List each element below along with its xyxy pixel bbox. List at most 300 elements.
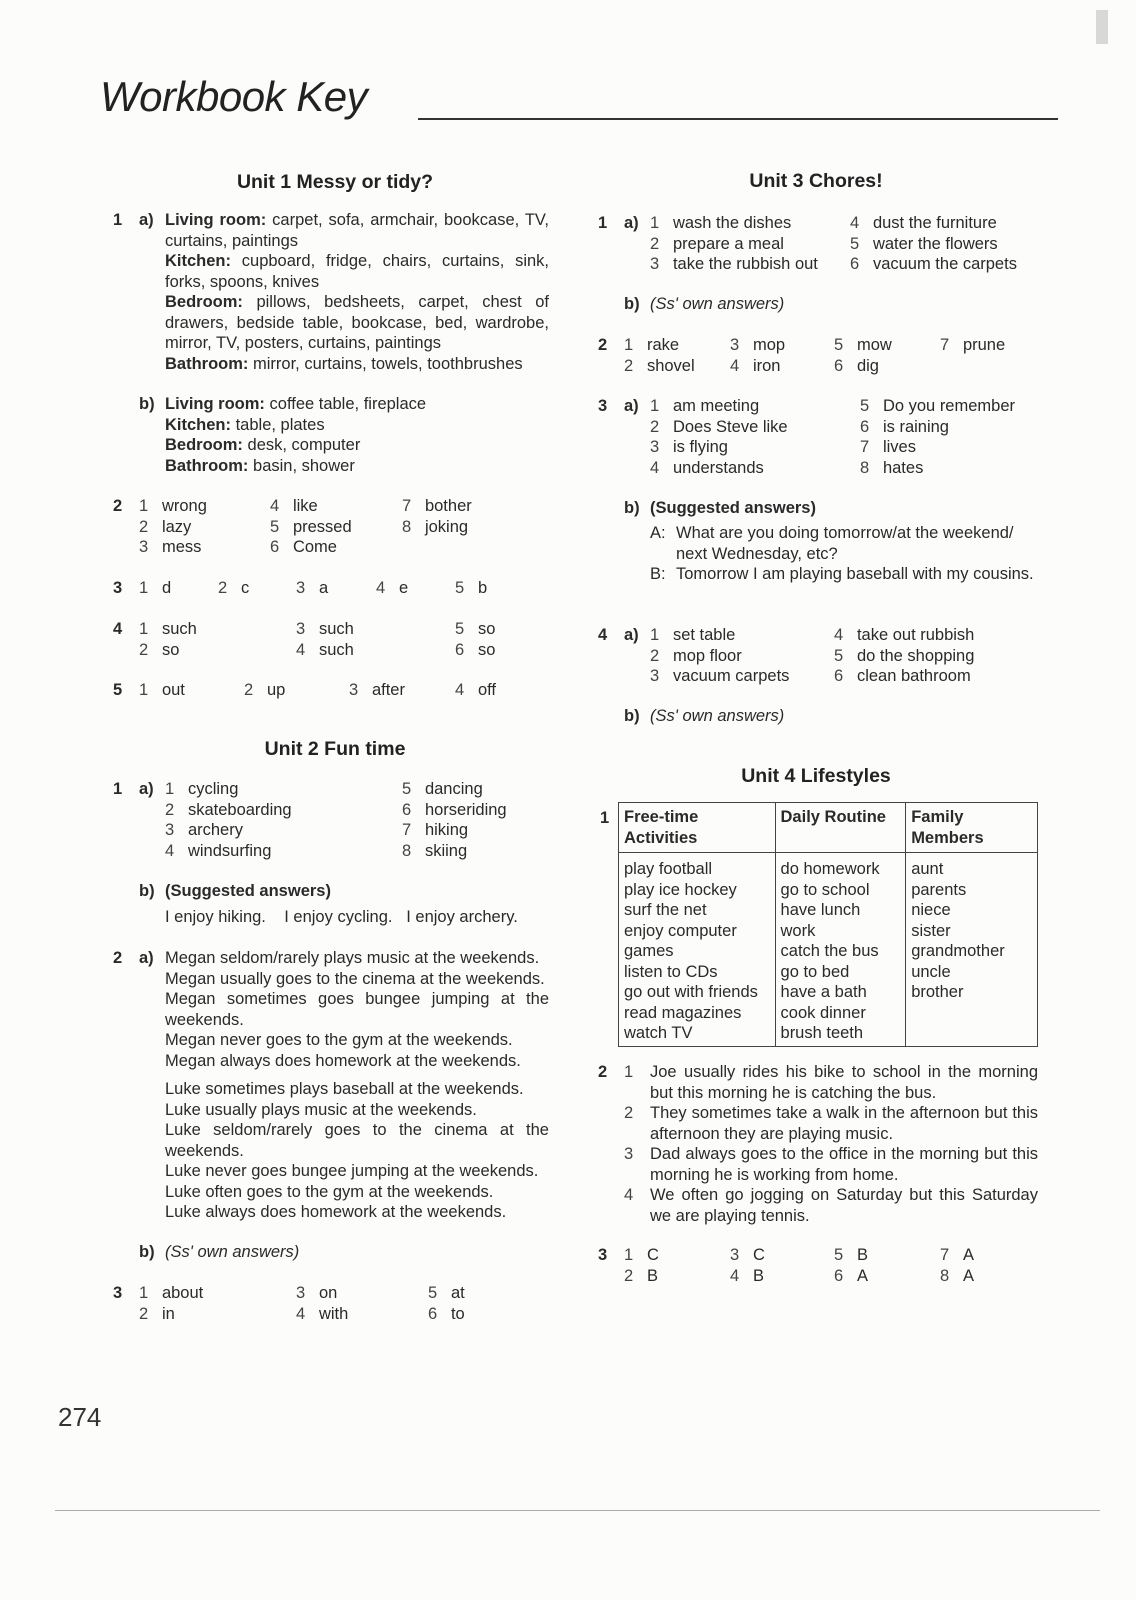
item-number: 6 [860,417,870,436]
table-cell-item: catch the bus [780,942,879,960]
item-number: 4 [376,579,386,597]
item-answer: B [646,1266,658,1285]
u1-ex5-item [349,680,405,701]
u3-ex4-number: 4 [598,626,608,644]
table-cell-item: enjoy computer games [624,921,737,960]
item-answer: so [161,640,180,659]
u1-ex1a-answers [165,210,549,374]
item-answer: A [962,1266,974,1285]
item-number: 7 [402,821,412,839]
item-number: 5 [834,1246,844,1264]
item-number: 5 [834,646,844,665]
u3-ex4b-note: (Ss' own answers) [650,707,785,725]
item-number: 1 [624,1063,634,1081]
answer-sentence: Megan seldom/rarely plays music at the weekends. [165,949,540,967]
item-number: 1 [139,579,149,597]
item-answer: C [646,1246,659,1264]
u3-ex1b-label: b) [624,295,640,313]
item-number: 4 [296,1304,306,1323]
item-number: 6 [850,255,860,273]
item-number: 6 [834,1266,844,1285]
item-answer: vacuum the carpets [872,255,1017,273]
item-number: 4 [624,1186,634,1204]
u3-ex1a-label: a) [624,214,639,232]
item-answer: wrong [161,497,207,515]
u3-ex3b-dialogue [650,523,1038,585]
table-cell-item: parents [911,880,967,899]
item-answer: am meeting [672,397,760,415]
item-number: 2 [624,1104,634,1122]
item-number: 7 [940,1246,950,1264]
title-underline [418,118,1058,120]
speaker-label: A: [650,524,666,542]
item-answer: b [477,579,488,597]
u1-ex5-item [455,680,496,701]
item-answer: dancing [424,780,483,798]
u1-ex3-item [139,578,171,599]
u1-ex3-item [218,578,249,599]
u2-ex3-col3 [428,1283,465,1324]
speaker-label: B: [650,565,666,583]
item-answer: mop [752,336,786,354]
item-answer: off [477,681,496,699]
table-cell-item: do homework [780,860,880,878]
u1-ex2-col2 [270,496,352,558]
room-label: Bedroom: [165,293,243,311]
item-answer: in [161,1304,175,1323]
u4-ex3-number: 3 [598,1246,608,1264]
item-answer: Do you remember [882,397,1016,415]
u3-ex4a-col2 [834,625,974,687]
item-answer: a [318,579,329,597]
item-answer: A [856,1266,868,1285]
item-number: 4 [165,841,175,860]
u2-ex1-number: 1 [113,780,123,798]
item-number: 6 [834,667,844,685]
item-answer: c [240,579,250,597]
item-answer: We often go jogging on Saturday but this Saturday we are playing tennis. [650,1186,1038,1225]
table-cell-item: watch TV [624,1024,693,1042]
answer-sentence: I enjoy hiking. [165,908,266,926]
lifestyles-table [618,802,1038,1047]
answer-sentence: Luke often goes to the gym at the weekends. [165,1182,494,1201]
u2-ex1a-col1 [165,779,292,861]
table-cell-item: play football [624,860,713,878]
u4-ex1-number: 1 [600,809,610,827]
room-items: carpet, sofa, armchair, bookcase, TV, curtains, paintings [165,211,549,250]
item-answer: dig [856,356,879,375]
item-number: 3 [730,1246,740,1264]
item-number: 8 [402,517,412,536]
item-number: 2 [624,356,634,375]
item-number: 4 [730,1266,740,1285]
u1-ex3-item [376,578,408,599]
item-number: 3 [296,620,306,638]
item-answer: B [856,1246,868,1264]
item-answer: to [450,1304,465,1323]
room-items: table, plates [235,415,325,434]
item-answer: about [161,1284,204,1302]
item-number: 3 [296,579,306,597]
item-answer: pressed [292,517,352,536]
answer-sentence: Luke usually plays music at the weekends. [165,1100,477,1119]
item-answer: take out rubbish [856,626,975,644]
item-answer: shovel [646,356,695,375]
item-answer: lives [882,438,916,456]
u3-ex3b-label: b) [624,499,640,517]
item-number: 5 [834,336,844,354]
item-answer: lazy [161,517,192,536]
item-number: 2 [624,1266,634,1285]
u1-ex2-col1 [139,496,207,558]
item-number: 1 [650,214,660,232]
item-number: 5 [402,780,412,798]
table-cell-item: brother [911,983,964,1001]
item-number: 4 [455,681,465,699]
item-answer: up [266,681,286,699]
item-answer: do the shopping [856,646,975,665]
u3-ex3b-note: (Suggested answers) [650,499,816,517]
u4-ex3-col1 [624,1245,659,1286]
item-number: 6 [402,800,412,819]
u2-ex2a-megan [165,948,549,1071]
table-cell-item: cook dinner [780,1003,866,1022]
u1-ex4-number: 4 [113,620,123,638]
u1-ex3-item [455,578,487,599]
item-answer: vacuum carpets [672,667,790,685]
item-number: 2 [218,579,228,597]
u1-ex5-item [139,680,185,701]
table-cell-item: grandmother [911,942,1005,960]
item-answer: archery [187,821,243,839]
item-answer: cycling [187,780,239,798]
item-number: 4 [834,626,844,644]
table-cell-item: niece [911,901,951,919]
table-cell-item: sister [911,921,951,940]
unit4-heading: Unit 4 Lifestyles [741,765,891,787]
u2-ex3-number: 3 [113,1284,123,1302]
u1-ex1b-label: b) [139,395,155,413]
column-header: Daily Routine [775,803,906,853]
item-answer: is raining [882,417,949,436]
item-answer: is flying [672,438,728,456]
item-answer: Come [292,538,337,556]
item-answer: skiing [424,841,468,860]
item-answer: Does Steve like [672,417,788,436]
u3-ex4a-label: a) [624,626,639,644]
table-cell-item: play ice hockey [624,880,737,899]
u1-ex5-item [244,680,285,701]
room-label: Kitchen: [165,252,231,270]
item-number: 1 [139,681,149,699]
u4-ex2-answers [624,1062,1038,1226]
footer-rule [55,1510,1100,1511]
item-answer: prune [962,336,1006,354]
table-header-row [619,803,1038,853]
item-number: 2 [139,517,149,536]
room-items: pillows, bedsheets, carpet, chest of drawers, bedside table, bookcase, bed, wardrobe, mirror, TV, posters, curtains, paintings [165,293,549,352]
item-answer: out [161,681,185,699]
u4-ex3-col2 [730,1245,765,1286]
item-number: 3 [296,1284,306,1302]
item-number: 2 [139,1304,149,1323]
item-answer: skateboarding [187,800,292,819]
room-label: Bathroom: [165,456,249,475]
table-cell-item: read magazines [624,1003,742,1022]
answer-sentence: Luke sometimes plays baseball at the weekends. [165,1080,524,1098]
u2-ex2b-label: b) [139,1243,155,1261]
item-answer: prepare a meal [672,234,784,253]
u2-ex3-col1 [139,1283,203,1324]
u1-ex4-col3 [455,619,495,660]
table-cell-item: go out with friends [624,983,758,1001]
answer-sentence: I enjoy archery. [406,908,518,926]
item-answer: A [962,1246,974,1264]
item-number: 5 [428,1284,438,1302]
table-cell-item: go to bed [780,962,850,981]
u1-ex1a-label: a) [139,211,154,229]
item-number: 6 [428,1304,438,1323]
item-number: 6 [270,538,280,556]
item-answer: such [318,640,354,659]
u3-ex1a-col2 [850,213,1017,275]
item-answer: on [318,1284,338,1302]
u1-ex2-number: 2 [113,497,123,515]
item-answer: clean bathroom [856,667,971,685]
u4-ex2-number: 2 [598,1063,608,1081]
item-answer: water the flowers [872,234,998,253]
item-number: 1 [650,626,660,644]
dialogue-line: What are you doing tomorrow/at the weekend/ next Wednesday, etc? [676,524,1014,563]
u2-ex1b-note: (Suggested answers) [165,882,331,900]
u2-ex1a-col2 [402,779,507,861]
table-cell-item: go to school [780,880,870,899]
item-number: 4 [730,356,740,375]
item-answer: at [450,1284,465,1302]
page-number: 274 [58,1402,102,1432]
u1-ex3-item [296,578,328,599]
item-number: 2 [650,646,660,665]
u2-ex3-col2 [296,1283,348,1324]
item-answer: hiking [424,821,469,839]
u3-ex3a-col1 [650,396,788,478]
item-answer: with [318,1304,349,1323]
table-body-row [619,853,1038,1047]
item-answer: windsurfing [187,841,272,860]
item-answer: Joe usually rides his bike to school in the morning but this morning he is catching the bus. [650,1063,1038,1102]
u3-ex1a-col1 [650,213,818,275]
u3-ex2-col2 [730,335,785,376]
u3-ex1-number: 1 [598,214,608,232]
room-items: basin, shower [253,456,355,475]
item-number: 1 [624,1246,634,1264]
item-answer: after [371,681,405,699]
answer-sentence: Megan never goes to the gym at the weekends. [165,1031,513,1049]
item-number: 1 [139,620,149,638]
item-number: 1 [650,397,660,415]
free-time-column [619,853,776,1047]
item-answer: wash the dishes [672,214,792,232]
item-number: 2 [650,417,660,436]
item-answer: understands [672,458,764,477]
u4-ex3-col4 [940,1245,974,1286]
table-cell-item: uncle [911,962,951,981]
item-number: 2 [244,681,254,699]
room-items: desk, computer [247,436,361,454]
dialogue-line: Tomorrow I am playing baseball with my cousins. [676,565,1034,583]
page-edge-shadow [1096,10,1108,44]
item-answer: bother [424,497,472,515]
item-answer: so [477,620,496,638]
item-number: 3 [139,538,149,556]
item-answer: such [318,620,354,638]
u3-ex1b-note: (Ss' own answers) [650,295,785,313]
column-header: Free-time Activities [619,803,776,853]
item-number: 6 [455,640,465,659]
room-label: Bathroom: [165,354,249,373]
room-label: Living room: [165,211,267,229]
unit2-heading: Unit 2 Fun time [264,738,406,760]
item-number: 8 [860,458,870,477]
item-answer: joking [424,517,469,536]
item-number: 4 [850,214,860,232]
unit3-heading: Unit 3 Chores! [749,170,883,192]
item-number: 2 [165,800,175,819]
u3-ex3-number: 3 [598,397,608,415]
item-number: 2 [650,234,660,253]
u2-ex1a-label: a) [139,780,154,798]
u3-ex3a-label: a) [624,397,639,415]
u3-ex2-number: 2 [598,336,608,354]
item-number: 5 [455,620,465,638]
item-number: 4 [270,497,280,515]
u3-ex2-col4 [940,335,1005,356]
item-number: 7 [402,497,412,515]
item-number: 5 [850,234,860,253]
u3-ex3a-col2 [860,396,1015,478]
item-number: 5 [270,517,280,536]
u1-ex1-number: 1 [113,211,123,229]
item-answer: mop floor [672,646,742,665]
item-number: 8 [940,1266,950,1285]
room-label: Living room: [165,395,265,413]
item-number: 3 [165,821,175,839]
room-items: cupboard, fridge, chairs, curtains, sink, forks, spoons, knives [165,252,549,291]
item-number: 7 [860,438,870,456]
item-answer: hates [882,458,924,477]
daily-routine-column [775,853,906,1047]
u3-ex2-col1 [624,335,695,376]
answer-sentence: Luke always does homework at the weekends. [165,1203,507,1221]
column-header: Family Members [906,803,1038,853]
table-cell-item: have a bath [780,983,867,1001]
item-answer: take the rubbish out [672,255,818,273]
item-number: 3 [650,438,660,456]
unit1-heading: Unit 1 Messy or tidy? [236,171,434,193]
u1-ex4-col2 [296,619,354,660]
item-answer: mow [856,336,892,354]
item-number: 5 [860,397,870,415]
item-number: 3 [730,336,740,354]
item-answer: e [398,579,409,597]
u1-ex4-col1 [139,619,197,660]
answer-sentence: Luke never goes bungee jumping at the weekends. [165,1162,539,1180]
item-answer: horseriding [424,800,507,819]
u3-ex4a-col1 [650,625,789,687]
item-number: 1 [139,497,149,515]
page-title: Workbook Key [100,73,368,120]
u3-ex4b-label: b) [624,707,640,725]
item-answer: B [752,1266,764,1285]
room-items: coffee table, fireplace [269,395,427,413]
room-label: Kitchen: [165,415,231,434]
item-number: 8 [402,841,412,860]
u1-ex5-number: 5 [113,681,123,699]
u2-ex2a-label: a) [139,949,154,967]
family-members-column [906,853,1038,1047]
item-number: 3 [624,1145,634,1163]
u1-ex1b-answers [165,394,549,476]
u1-ex2-col3 [402,496,472,537]
item-answer: They sometimes take a walk in the afternoon but this afternoon they are playing music. [650,1104,1038,1143]
item-number: 6 [834,356,844,375]
table-cell-item: have lunch [780,901,861,919]
item-number: 5 [455,579,465,597]
answer-sentence: Megan always does homework at the weekends. [165,1051,521,1070]
item-answer: like [292,497,318,515]
item-number: 4 [296,640,306,659]
item-number: 3 [650,255,660,273]
item-number: 4 [650,458,660,477]
item-answer: such [161,620,197,638]
table-cell-item: work [780,921,816,940]
item-answer: dust the furniture [872,214,997,232]
item-answer: so [477,640,496,659]
item-answer: d [161,579,172,597]
u3-ex2-col3 [834,335,892,376]
item-number: 2 [139,640,149,659]
room-items: mirror, curtains, towels, toothbrushes [253,354,523,373]
item-number: 3 [349,681,359,699]
u2-ex1b-label: b) [139,882,155,900]
u1-ex3-number: 3 [113,579,123,597]
item-answer: iron [752,356,781,375]
item-answer: Dad always goes to the office in the morning but this morning he is working from home. [650,1145,1038,1184]
item-number: 1 [165,780,175,798]
item-answer: rake [646,336,680,354]
answer-sentence: Megan sometimes goes bungee jumping at the weekends. [165,990,549,1029]
item-answer: set table [672,626,736,644]
answer-sentence: Luke seldom/rarely goes to the cinema at the weekends. [165,1121,549,1160]
table-cell-item: surf the net [624,901,707,919]
table-cell-item: brush teeth [780,1024,864,1042]
item-answer: mess [161,538,202,556]
u2-ex2-number: 2 [113,949,123,967]
answer-sentence: Megan usually goes to the cinema at the weekends. [165,969,545,988]
item-number: 1 [624,336,634,354]
item-answer: C [752,1246,765,1264]
u2-ex2a-luke [165,1079,549,1223]
u2-ex1b-answers [165,907,555,928]
item-number: 7 [940,336,950,354]
item-number: 1 [139,1284,149,1302]
room-label: Bedroom: [165,436,243,454]
u4-ex3-col3 [834,1245,868,1286]
table-cell-item: listen to CDs [624,962,718,981]
table-cell-item: aunt [911,860,944,878]
answer-sentence: I enjoy cycling. [284,908,393,926]
item-number: 3 [650,667,660,685]
